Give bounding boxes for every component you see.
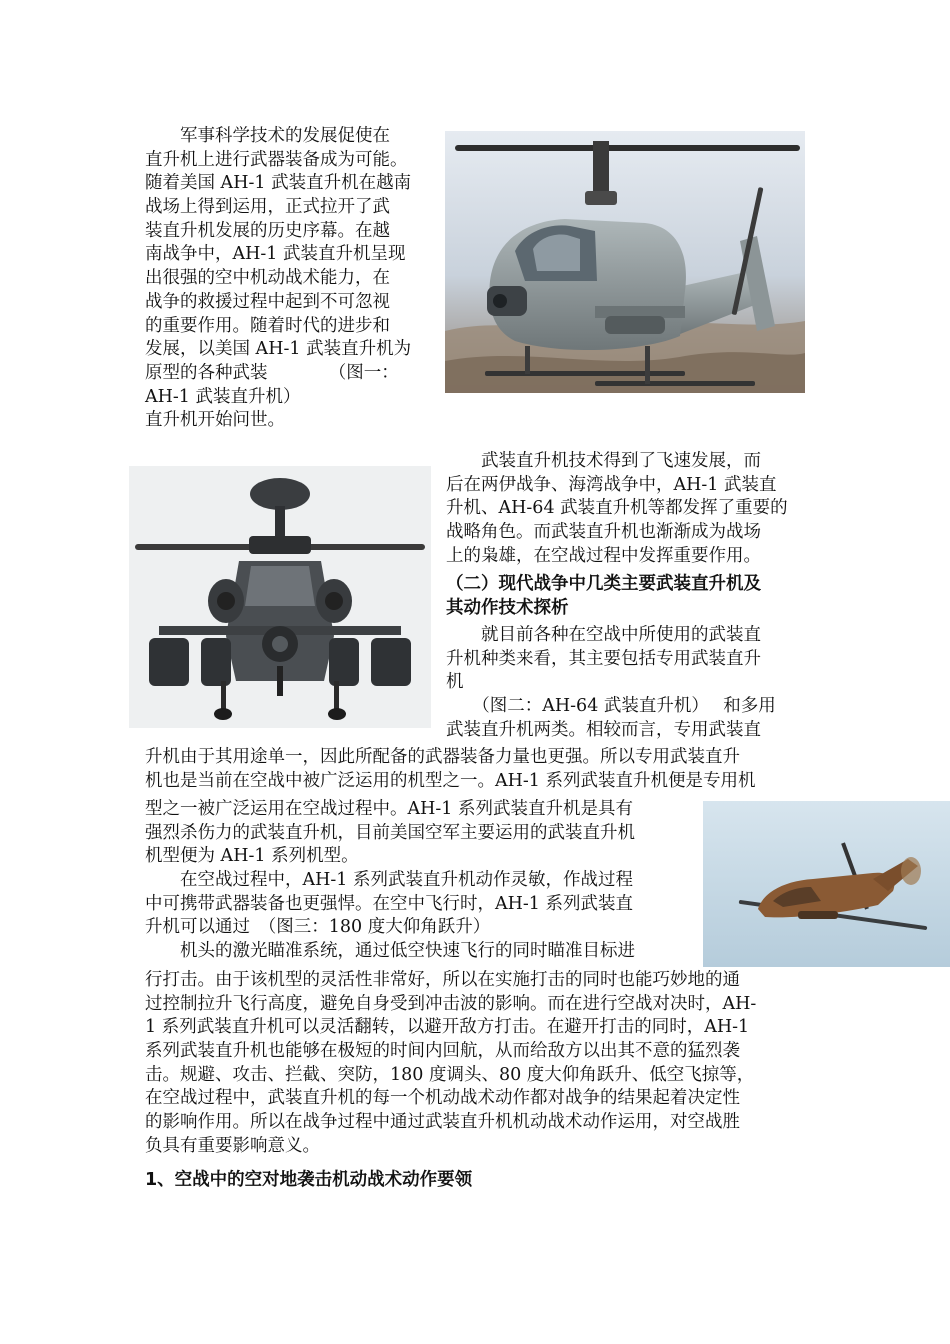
text-line: 就目前各种在空战中所使用的武装直 [446,625,761,645]
text-line: 在空战过程中，武装直升机的每一个机动战术动作都对战争的结果起着决定性 [145,1088,740,1109]
text-line: 升机种类来看，其主要包括专用武装直升 [446,648,761,669]
text-line: 机头的激光瞄准系统，通过低空快速飞行的同时瞄准目标进 [145,941,635,962]
text-line: 武装直升机技术得到了飞速发展，而 [446,451,761,471]
figure-climb-photo [703,801,950,967]
text-line: AH-1 武装直升机） [145,386,301,407]
text-line: 的影响作用。所以在战争过程中通过武装直升机机动战术动作运用，对空战胜 [145,1112,740,1133]
text-line: （图二：AH-64 武装直升机） 和多用 [446,696,776,717]
text-line: 随着美国 AH-1 武装直升机在越南 [145,173,412,194]
section-heading-modern-war [446,573,761,620]
text-line: 机型便为 AH-1 系列机型。 [145,846,359,867]
text-line: 行打击。由于该机型的灵活性非常好，所以在实施打击的同时也能巧妙地的通 [145,970,740,990]
text-line: 战争的救援过程中起到不可忽视 [145,291,390,312]
paragraph-types [446,624,776,742]
text-line: 1 系列武装直升机可以灵活翻转，以避开敌方打击。在避开打击的同时，AH-1 [145,1017,750,1038]
text-line: 战场上得到运用，正式拉开了武 [145,197,390,218]
text-line: 升机可以通过 （图三：180 度大仰角跃升） [145,917,491,938]
text-line: 强烈杀伤力的武装直升机，目前美国空军主要运用的武装直升机 [145,822,635,843]
figure-ah64-photo [129,466,431,728]
text-line: 机也是当前在空战中被广泛运用的机型之一。AH-1 系列武装直升机便是专用机 [145,770,756,791]
paragraph-development [446,450,788,568]
paragraph-types-continued [145,746,756,793]
text-line: 直升机上进行武器装备成为可能。 [145,149,408,170]
text-line: 装直升机发展的历史序幕。在越 [145,220,390,241]
text-line: 武装直升机两类。相较而言，专用武装直 [446,719,761,740]
text-line: 战略角色。而武装直升机也渐渐成为战场 [446,522,761,543]
text-line: 中可携带武器装备也更强悍。在空中飞行时，AH-1 系列武装直 [145,893,634,914]
text-line: 升机由于其用途单一，因此所配备的武器装备力量也更强。所以专用武装直升 [145,747,740,767]
text-line: 负具有重要影响意义。 [145,1135,320,1156]
text-line: 后在两伊战争、海湾战争中，AH-1 武装直 [446,474,777,495]
paragraph-ah1-series [145,798,635,964]
section-heading-air-to-ground [145,1169,472,1193]
text-line: （二）现代战争中几类主要武装直升机及 [446,574,761,594]
text-line: 上的枭雄，在空战过程中发挥重要作用。 [446,545,761,566]
text-line: 击。规避、攻击、拦截、突防，180 度调头、80 度大仰角跃升、低空飞掠等， [145,1064,755,1085]
text-line: 南战争中，AH-1 武装直升机呈现 [145,244,406,265]
text-line: 升机、AH-64 武装直升机等都发挥了重要的 [446,498,788,519]
text-line: 型之一被广泛运用在空战过程中。AH-1 系列武装直升机是具有 [145,799,634,819]
text-line: 的重要作用。随着时代的进步和 [145,315,390,336]
text-line: 在空战过程中，AH-1 系列武装直升机动作灵敏，作战过程 [145,870,634,891]
text-line: 原型的各种武装 （图一： [145,362,399,383]
paragraph-intro [145,125,411,433]
text-line: 发展，以美国 AH-1 武装直升机为 [145,339,412,360]
text-line: 其动作技术探析 [446,597,569,618]
text-line: 过控制拉升飞行高度，避免自身受到冲击波的影响。而在进行空战对决时，AH- [145,993,757,1014]
paragraph-maneuvers [145,969,756,1159]
text-line: 军事科学技术的发展促使在 [145,126,390,146]
heading-text: 1、空战中的空对地袭击机动战术动作要领 [145,1170,473,1190]
text-line: 直升机开始问世。 [145,410,285,431]
text-line: 出很强的空中机动战术能力，在 [145,268,390,289]
text-line: 系列武装直升机也能够在极短的时间内回航，从而给敌方以出其不意的猛烈袭 [145,1041,740,1062]
figure-ah1-photo [445,131,805,393]
text-line: 机 [446,672,464,693]
